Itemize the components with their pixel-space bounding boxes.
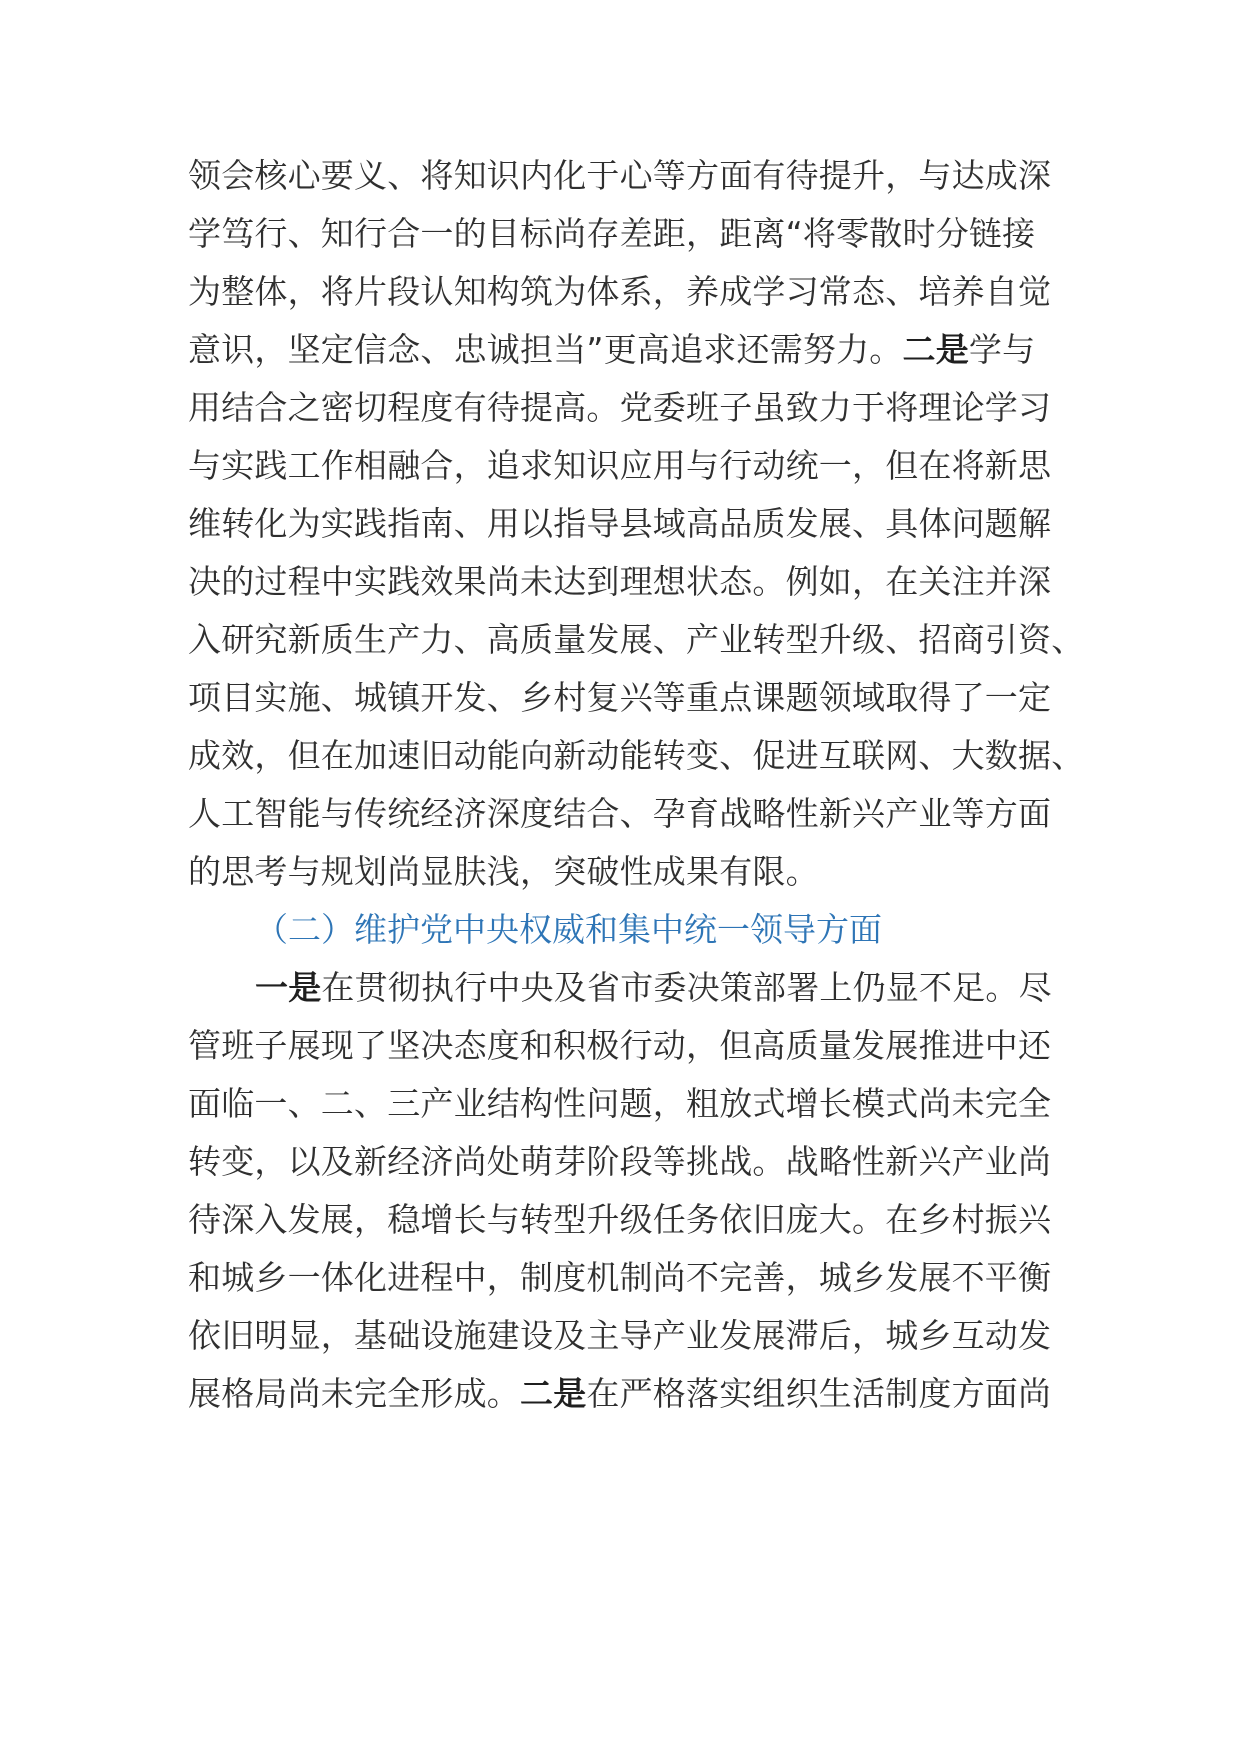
paragraph1-line-13: 的思考与规划尚显肤浅，突破性成果有限。 bbox=[188, 852, 819, 891]
paragraph1-line-10: 项目实施、城镇开发、乡村复兴等重点课题领域取得了一定 bbox=[188, 678, 1052, 717]
bold-marker-second: 二是 bbox=[520, 1374, 587, 1413]
bold-marker-second: 二是 bbox=[902, 330, 969, 369]
text-run: 学与 bbox=[968, 330, 1036, 369]
paragraph1-line-9: 入研究新质生产力、高质量发展、产业转型升级、招商引资、 bbox=[188, 620, 1085, 659]
paragraph1-line-12: 人工智能与传统经济深度结合、孕育战略性新兴产业等方面 bbox=[188, 794, 1052, 833]
text-run: 展格局尚未完全形成。 bbox=[188, 1374, 520, 1413]
paragraph1-line-4 bbox=[188, 330, 1068, 370]
bold-marker-first: 一是 bbox=[255, 968, 322, 1007]
paragraph1-line-5: 用结合之密切程度有待提高。党委班子虽致力于将理论学习 bbox=[188, 388, 1052, 427]
paragraph2-line-5: 待深入发展，稳增长与转型升级任务依旧庞大。在乡村振兴 bbox=[188, 1200, 1052, 1239]
paragraph2-line-6: 和城乡一体化进程中，制度机制尚不完善，城乡发展不平衡 bbox=[188, 1258, 1052, 1297]
paragraph1-line-7: 维转化为实践指南、用以指导县域高品质发展、具体问题解 bbox=[188, 504, 1052, 543]
paragraph2-line-1 bbox=[255, 968, 1070, 1008]
paragraph2-line-2: 管班子展现了坚决态度和积极行动，但高质量发展推进中还 bbox=[188, 1026, 1052, 1065]
text-run: 在贯彻执行中央及省市委决策部署上仍显不足。尽 bbox=[321, 968, 1052, 1007]
paragraph2-line-3: 面临一、二、三产业结构性问题，粗放式增长模式尚未完全 bbox=[188, 1084, 1052, 1123]
paragraph1-line-8: 决的过程中实践效果尚未达到理想状态。例如，在关注并深 bbox=[188, 562, 1052, 601]
paragraph2-line-8 bbox=[188, 1374, 1068, 1414]
paragraph1-line-2: 学笃行、知行合一的目标尚存差距，距离“将零散时分链接 bbox=[188, 214, 1036, 253]
text-run: 在严格落实组织生活制度方面尚 bbox=[586, 1374, 1052, 1413]
paragraph1-line-11: 成效，但在加速旧动能向新动能转变、促进互联网、大数据、 bbox=[188, 736, 1085, 775]
paragraph2-line-7: 依旧明显，基础设施建设及主导产业发展滞后，城乡互动发 bbox=[188, 1316, 1052, 1355]
paragraph1-line-6: 与实践工作相融合，追求知识应用与行动统一，但在将新思 bbox=[188, 446, 1052, 485]
text-run: 意识，坚定信念、忠诚担当”更高追求还需努力。 bbox=[188, 330, 903, 369]
paragraph2-line-4: 转变，以及新经济尚处萌芽阶段等挑战。战略性新兴产业尚 bbox=[188, 1142, 1052, 1181]
paragraph1-line-1: 领会核心要义、将知识内化于心等方面有待提升，与达成深 bbox=[188, 156, 1052, 195]
section-heading: （二）维护党中央权威和集中统一领导方面 bbox=[255, 910, 882, 949]
paragraph1-line-3: 为整体，将片段认知构筑为体系，养成学习常态、培养自觉 bbox=[188, 272, 1052, 311]
